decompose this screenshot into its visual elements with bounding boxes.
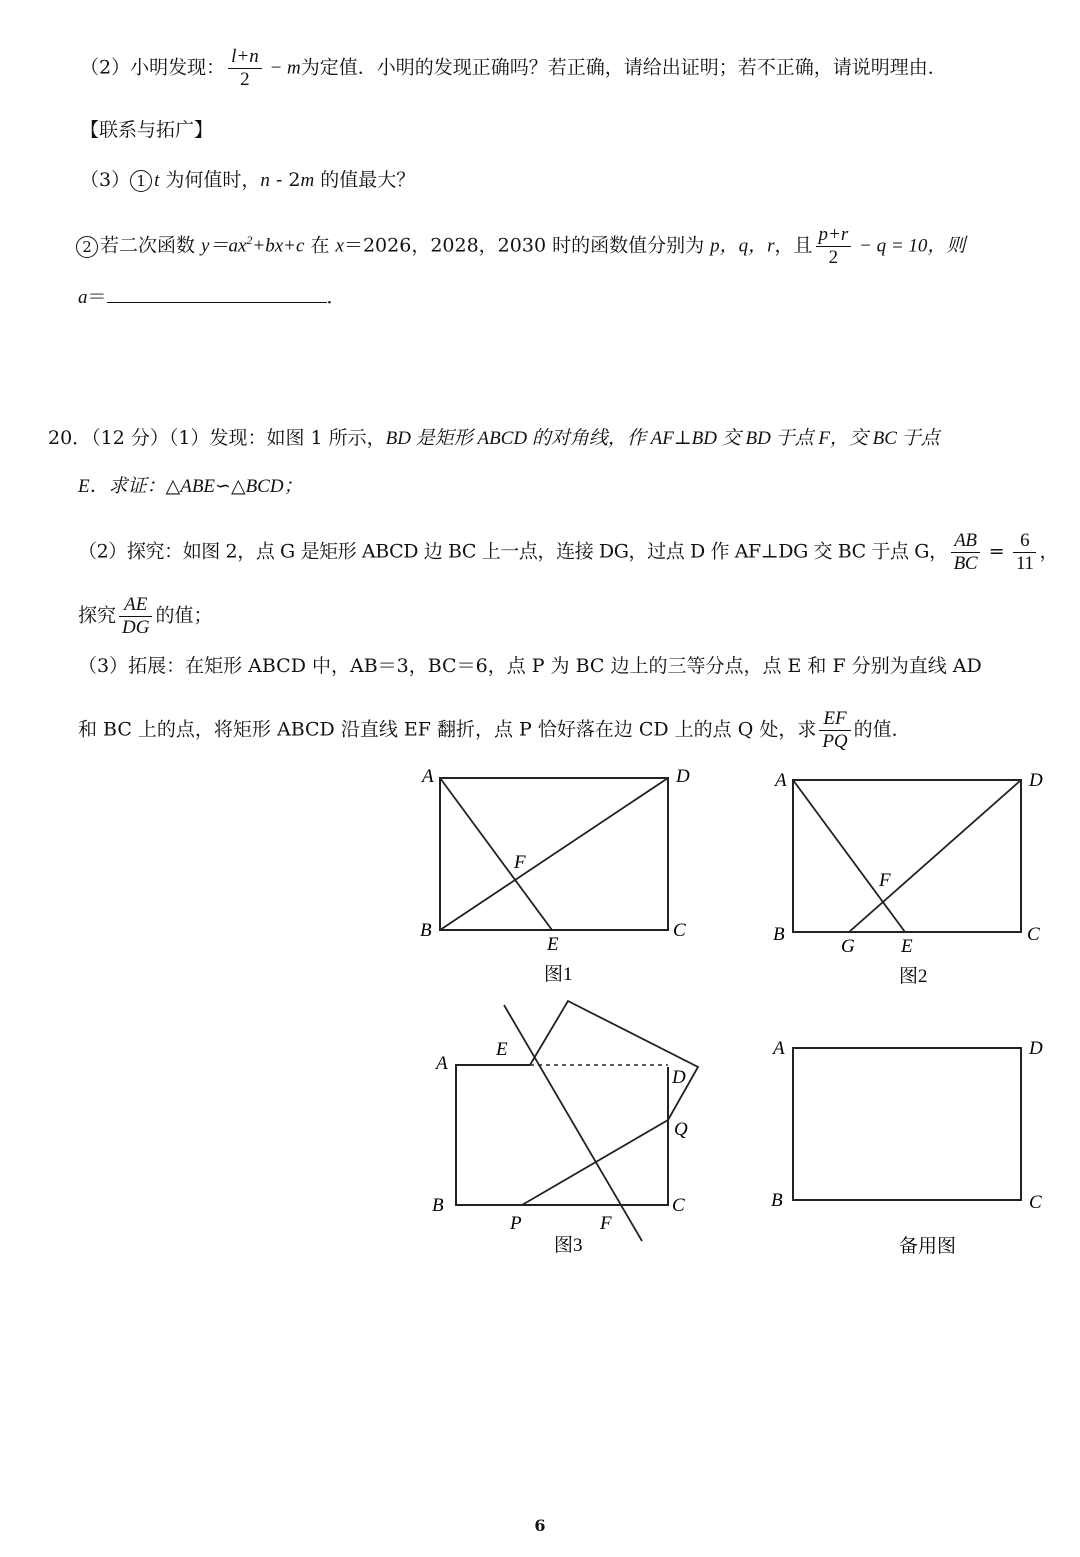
fig3-label-b: B	[432, 1195, 444, 1216]
fig3-label-c: C	[672, 1195, 685, 1216]
fraction-denominator: 2	[240, 69, 250, 90]
q19-part2-minus-m: − m	[264, 57, 301, 79]
quadratic-function: y＝ax	[201, 235, 247, 257]
exponent: 2	[246, 233, 253, 248]
var-t: t	[154, 170, 160, 191]
fig2-caption: 图2	[899, 966, 928, 987]
minus-two: - 2	[269, 169, 301, 191]
q19-part3-2	[76, 224, 965, 269]
q20-line5	[78, 652, 982, 680]
fraction-denominator: 2	[828, 247, 839, 268]
fig3-folded-flap	[530, 1001, 698, 1120]
vars-pqr: p，q，r	[710, 235, 775, 257]
q20-line6-pre: 和 BC 上的点，将矩形 ABCD 沿直线 EF 翻折，点 P 恰好落在边 CD 上的点 Q 处，求	[78, 718, 817, 741]
circled-number-2: 2	[76, 236, 98, 258]
q19-part3-2-text-b: 在	[304, 234, 336, 257]
figure-spare	[765, 1030, 1065, 1270]
q19-part3-mid: 为何值时，	[159, 169, 261, 191]
fig2-label-b: B	[773, 924, 785, 945]
q19-part2-prefix: （2）小明发现：	[80, 56, 226, 79]
fraction-numerator: EF	[819, 708, 850, 731]
q20-line3	[78, 530, 1058, 575]
fig3-mask	[530, 1063, 670, 1067]
q19-part3-2-text-c: ＝2026，2028，2030 时的函数值分别为	[343, 234, 711, 257]
figure-1	[410, 760, 710, 990]
q20-ratio-ab-bc	[951, 530, 980, 575]
fig2-label-d: D	[1029, 770, 1043, 791]
fig1-diagonal-bd	[440, 778, 668, 930]
fig2-label-f: F	[879, 870, 891, 891]
q20-line4-pre: 探究	[78, 604, 117, 627]
fig1-line-ae	[440, 778, 552, 930]
fig2-line-dg	[849, 780, 1021, 932]
q19-part3-2-text-d: ，且	[774, 234, 813, 257]
fig2-line-ae	[793, 780, 905, 932]
comma: ，	[1039, 540, 1059, 563]
q20-ratio-value	[1013, 530, 1037, 575]
fraction-numerator: l+n	[228, 46, 262, 69]
fig2-label-e: E	[901, 936, 913, 957]
var-n: n	[260, 170, 270, 191]
q19-part2-suffix: 为定值．小明的发现正确吗？若正确，请给出证明；若不正确，请说明理由．	[300, 56, 947, 79]
q20-line3-text: （2）探究：如图 2，点 G 是矩形 ABCD 边 BC 上一点，连接 DG，过点 D 作 AF⊥DG 交 BC 于点 G，	[78, 540, 948, 563]
fig3-rectangle	[456, 1065, 668, 1205]
fig3-label-p: P	[510, 1213, 522, 1234]
fig3-caption: 图3	[554, 1235, 583, 1256]
figure-3	[420, 995, 720, 1265]
fig2-label-g: G	[841, 936, 855, 957]
fraction-numerator: AE	[119, 594, 152, 617]
q20-line1-rest: BD 是矩形 ABCD 的对角线，作 AF⊥BD 交 BD 于点 F，交 BC 于点	[385, 428, 940, 449]
q20-line6	[78, 708, 911, 753]
fig2-label-c: C	[1027, 924, 1040, 945]
fig3-line-pq	[522, 1120, 668, 1205]
fraction-denominator: 11	[1015, 553, 1034, 574]
fig2-label-a: A	[775, 770, 787, 791]
fraction-denominator: PQ	[822, 731, 848, 752]
fig3-label-d: D	[672, 1067, 686, 1088]
q20-head: 20．（12 分）（1）发现：如图 1 所示，	[48, 427, 386, 449]
fraction-numerator: AB	[951, 530, 980, 553]
q19-part3-prefix: （3）	[80, 169, 131, 191]
q19-part2	[80, 46, 947, 91]
fraction-numerator: 6	[1013, 530, 1037, 553]
section-title	[80, 116, 213, 144]
circled-number-1: 1	[130, 170, 152, 192]
fig1-label-e: E	[547, 934, 559, 955]
q19-part3-2-fraction	[816, 224, 852, 269]
q20-ratio-ae-dg	[119, 594, 152, 639]
var-m: m	[300, 170, 315, 191]
quadratic-function-rest: +bx+c	[252, 235, 305, 257]
fig3-label-q: Q	[674, 1119, 688, 1140]
fig4-label-d: D	[1029, 1038, 1043, 1059]
fraction-denominator: DG	[122, 617, 150, 638]
fraction-numerator: p+r	[816, 224, 852, 247]
q19-part3-2-text-a: 若二次函数	[100, 234, 202, 257]
q20-line6-post: 的值．	[853, 718, 911, 741]
equals-sign: =	[983, 540, 1010, 563]
equals-sign: ＝	[87, 286, 107, 308]
fig1-label-f: F	[514, 852, 526, 873]
fig1-label-c: C	[673, 920, 686, 941]
fig4-label-a: A	[773, 1038, 785, 1059]
fig1-label-b: B	[420, 920, 432, 941]
fig2-rectangle	[793, 780, 1021, 932]
fig4-label-c: C	[1029, 1192, 1042, 1213]
fig4-rectangle	[793, 1048, 1021, 1200]
var-a: a	[78, 287, 88, 308]
fig1-caption: 图1	[544, 964, 573, 985]
page-number: 6	[534, 1516, 546, 1535]
q20-line4	[78, 594, 212, 639]
fig3-label-a: A	[436, 1053, 448, 1074]
var-x: x	[335, 235, 344, 257]
q20-line2	[78, 472, 303, 501]
q19-part3	[80, 166, 415, 195]
q20-ratio-ef-pq	[819, 708, 850, 753]
figure-2	[765, 760, 1065, 995]
fig4-caption: 备用图	[899, 1236, 957, 1257]
q19-part3-suffix: 的值最大？	[314, 169, 416, 191]
q20-line2-text: E．求证：△ABE∽△BCD；	[78, 476, 303, 497]
q19-answer-line	[78, 282, 346, 312]
fig3-label-e: E	[496, 1039, 508, 1060]
q20-line1	[48, 424, 940, 453]
fig1-label-a: A	[422, 766, 434, 787]
equation-rest: − q = 10，则	[854, 235, 966, 257]
fig3-label-f: F	[600, 1213, 612, 1234]
q19-part2-fraction	[228, 46, 262, 91]
answer-blank[interactable]	[107, 282, 327, 303]
period: ．	[326, 286, 346, 308]
q20-line5-text: （3）拓展：在矩形 ABCD 中，AB＝3，BC＝6，点 P 为 BC 边上的三等分点，点 E 和 F 分别为直线 AD	[78, 655, 982, 677]
section-title-text: 【联系与拓广】	[80, 119, 214, 141]
fig1-label-d: D	[676, 766, 690, 787]
q20-line4-post: 的值；	[155, 604, 213, 627]
fig4-label-b: B	[771, 1190, 783, 1211]
fraction-denominator: BC	[953, 553, 978, 574]
